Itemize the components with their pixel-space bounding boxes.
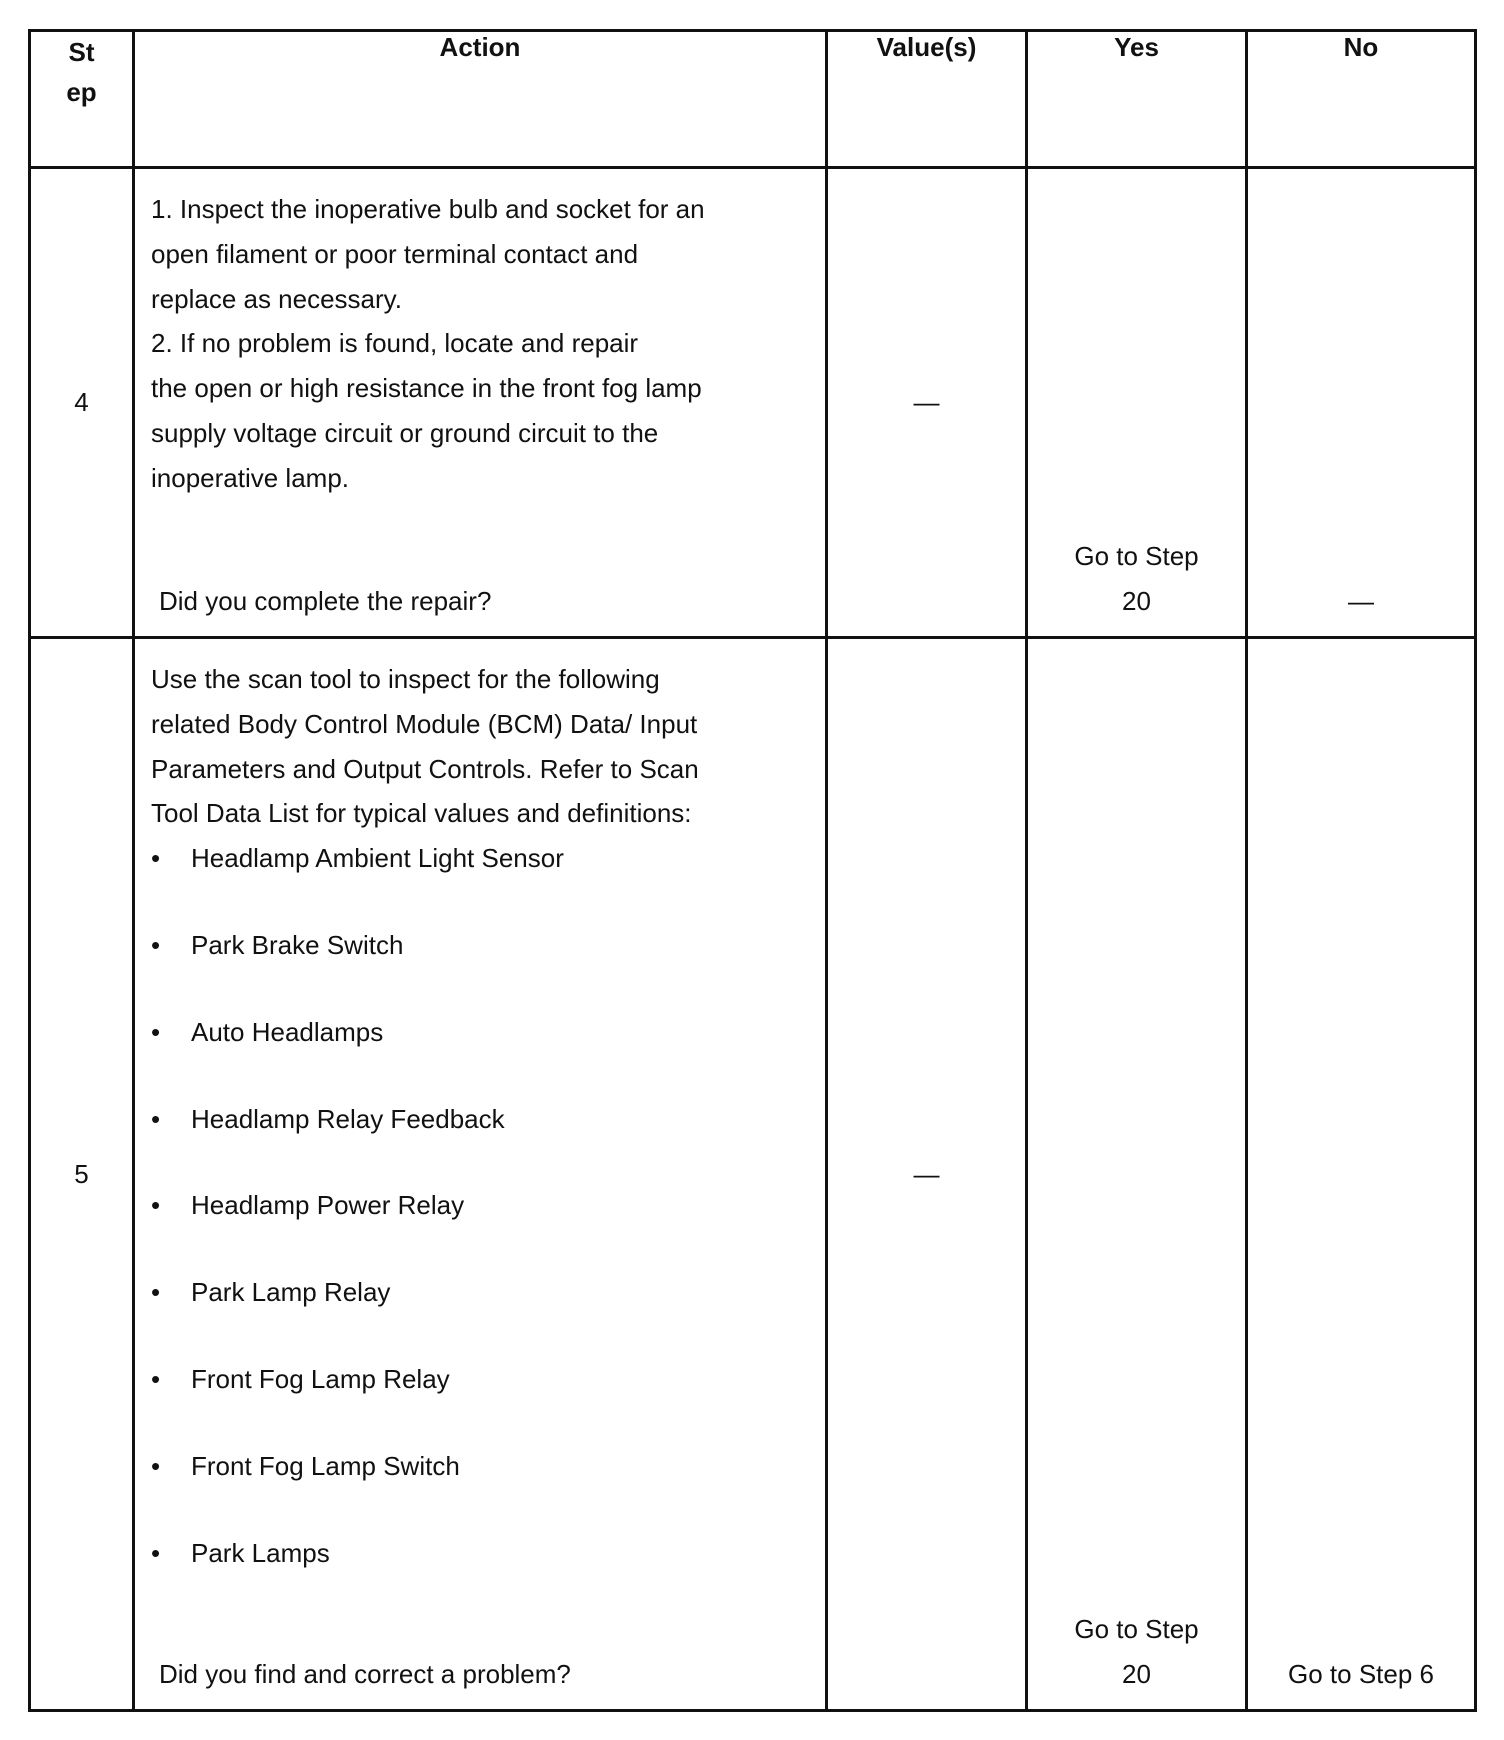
bullet-icon: • <box>151 1537 161 1568</box>
list-item-label: Auto Headlamps <box>191 1016 384 1047</box>
no-cell <box>1247 168 1476 638</box>
yes-answer-line1: Go to Step <box>1074 1614 1199 1645</box>
no-answer: — <box>1348 586 1374 617</box>
list-item-label: Front Fog Lamp Switch <box>191 1450 460 1481</box>
values-cell: — <box>827 638 1027 1711</box>
bullet-icon: • <box>151 1450 161 1481</box>
action-line: inoperative lamp. <box>151 462 349 493</box>
bullet-icon: • <box>151 1190 161 1221</box>
action-question: Did you find and correct a problem? <box>159 1659 571 1690</box>
bullet-icon: • <box>151 929 161 960</box>
action-line: Parameters and Output Controls. Refer to Scan <box>151 753 699 784</box>
action-line: supply voltage circuit or ground circuit to the <box>151 417 659 448</box>
list-item-label: Headlamp Power Relay <box>191 1190 465 1221</box>
no-answer: Go to Step 6 <box>1288 1659 1434 1690</box>
list-item-label: Headlamp Ambient Light Sensor <box>191 843 564 874</box>
list-item-label: Park Lamps <box>191 1537 330 1568</box>
action-text <box>135 639 825 1575</box>
action-line: 2. If no problem is found, locate and repair <box>151 328 639 359</box>
action-line: the open or high resistance in the front fog lamp <box>151 373 702 404</box>
list-item <box>151 1357 809 1402</box>
step-number: 4 <box>30 168 134 638</box>
values-cell: — <box>827 168 1027 638</box>
list-item-label: Park Brake Switch <box>191 929 404 960</box>
yes-answer-line1: Go to Step <box>1074 541 1199 572</box>
values-header: Value(s) <box>827 31 1027 168</box>
list-item-label: Park Lamp Relay <box>191 1277 391 1308</box>
header-row <box>30 31 1476 168</box>
list-item <box>151 1270 809 1315</box>
bullet-icon: • <box>151 1016 161 1047</box>
action-header: Action <box>134 31 827 168</box>
list-item <box>151 1097 809 1142</box>
list-item <box>151 1010 809 1055</box>
step-number: 5 <box>30 638 134 1711</box>
action-line: replace as necessary. <box>151 283 402 314</box>
step-header-line1: St <box>68 37 95 67</box>
list-item <box>151 1183 809 1228</box>
action-text <box>135 169 825 501</box>
yes-answer <box>1028 1607 1245 1697</box>
diagnostic-table <box>28 29 1477 1712</box>
step-header <box>30 31 134 168</box>
list-item <box>151 1444 809 1489</box>
list-item <box>151 923 809 968</box>
action-question: Did you complete the repair? <box>159 586 492 617</box>
bullet-icon: • <box>151 1103 161 1134</box>
step-row-4 <box>30 168 1476 638</box>
bullet-icon: • <box>151 1277 161 1308</box>
action-line: Tool Data List for typical values and definitions: <box>151 798 692 829</box>
yes-cell <box>1027 168 1247 638</box>
yes-answer-line2: 20 <box>1122 586 1151 617</box>
action-cell <box>134 168 827 638</box>
action-line: related Body Control Module (BCM) Data/ Input <box>151 708 698 739</box>
action-line: 1. Inspect the inoperative bulb and socket for an <box>151 194 705 224</box>
list-item <box>151 1531 809 1576</box>
bullet-icon: • <box>151 843 161 874</box>
list-item <box>151 836 809 881</box>
yes-cell <box>1027 638 1247 1711</box>
action-line: open filament or poor terminal contact and <box>151 238 639 269</box>
list-item-label: Headlamp Relay Feedback <box>191 1103 505 1134</box>
action-line: Use the scan tool to inspect for the following <box>151 664 660 694</box>
step-row-5 <box>30 638 1476 1711</box>
parameter-list <box>151 836 809 1575</box>
step-header-line2: ep <box>66 77 97 107</box>
yes-header: Yes <box>1027 31 1247 168</box>
list-item-label: Front Fog Lamp Relay <box>191 1363 450 1394</box>
action-cell <box>134 638 827 1711</box>
yes-answer <box>1028 534 1245 624</box>
yes-answer-line2: 20 <box>1122 1659 1151 1690</box>
bullet-icon: • <box>151 1363 161 1394</box>
no-cell <box>1247 638 1476 1711</box>
no-header: No <box>1247 31 1476 168</box>
